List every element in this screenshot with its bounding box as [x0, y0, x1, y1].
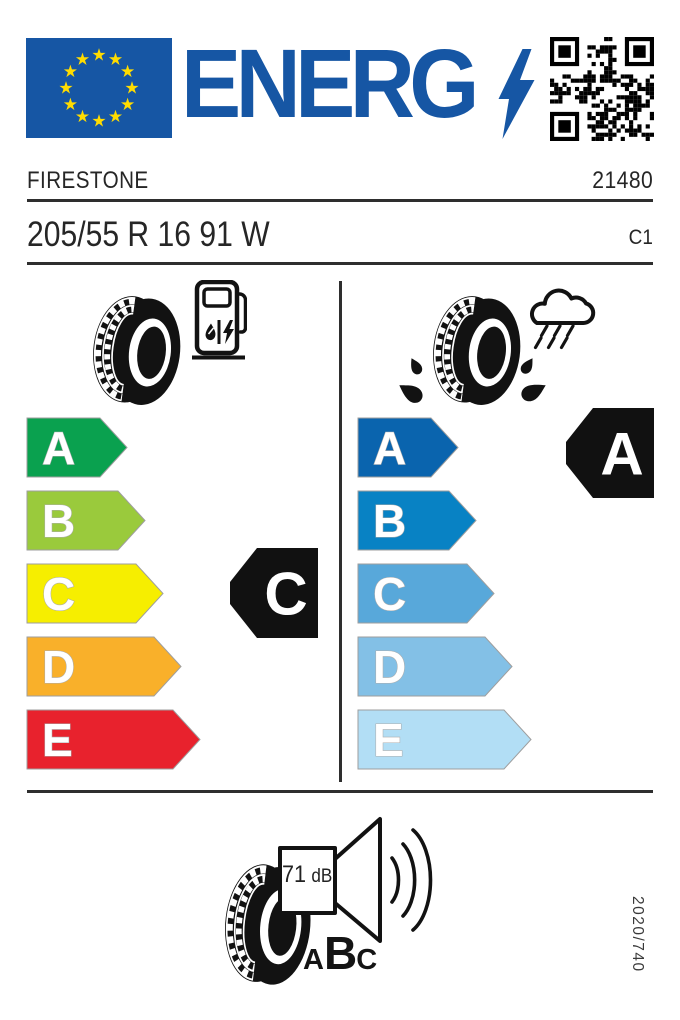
svg-text:C: C [373, 568, 407, 620]
noise-value: 71 [282, 861, 307, 888]
noise-value-box [282, 861, 330, 889]
eu-flag [26, 38, 172, 138]
separator-line-1 [27, 199, 653, 202]
svg-text:D: D [42, 641, 76, 693]
brand-name: FIRESTONE [27, 167, 149, 194]
noise-class-b-rating: B [323, 927, 357, 979]
svg-text:E: E [373, 714, 404, 766]
noise-unit: dB [311, 866, 332, 887]
rain-cloud-icon [520, 279, 600, 351]
tyre-size: 205/55 R 16 91 W [27, 215, 270, 254]
regulation-number: 2020/740 [629, 896, 646, 973]
svg-text:A: A [373, 422, 407, 474]
noise-class-a: A [303, 944, 324, 976]
svg-text:B: B [373, 495, 407, 547]
svg-text:B: B [42, 495, 76, 547]
noise-class-c: C [356, 944, 378, 976]
rain-drops [536, 326, 574, 348]
sound-wave-arcs [392, 830, 431, 930]
tyre-class: C1 [628, 226, 653, 249]
fuel-efficiency-rating-arrow [229, 547, 319, 639]
noise-class-letters [303, 926, 377, 980]
svg-text:C: C [264, 560, 308, 628]
svg-text:D: D [373, 641, 407, 693]
fuel-class-d [27, 637, 181, 696]
column-divider [339, 281, 342, 782]
article-number: 21480 [592, 167, 653, 194]
energ-wordmark: ENERG [181, 29, 474, 138]
fuel-class-e [27, 710, 200, 769]
svg-text:A: A [42, 422, 76, 474]
svg-text:C: C [42, 568, 76, 620]
wet-class-c [358, 564, 494, 623]
separator-line-3 [27, 790, 653, 793]
wet-grip-rating-arrow [565, 407, 655, 499]
fuel-class-a [27, 418, 127, 477]
svg-text:E: E [42, 714, 73, 766]
qr-code [550, 37, 654, 141]
separator-line-2 [27, 262, 653, 265]
wet-class-b [358, 491, 476, 550]
tire-icon [90, 294, 190, 408]
fuel-class-c [27, 564, 163, 623]
fuel-pump-icon [191, 280, 247, 360]
wet-class-e [358, 710, 531, 769]
svg-text:A: A [600, 420, 644, 488]
wet-grip-scale [358, 418, 538, 769]
fuel-efficiency-scale [27, 418, 207, 769]
wet-class-d [358, 637, 512, 696]
fuel-class-b [27, 491, 145, 550]
water-splash-drops [398, 352, 548, 414]
lightning-bolt-icon [498, 49, 535, 139]
wet-class-a [358, 418, 458, 477]
